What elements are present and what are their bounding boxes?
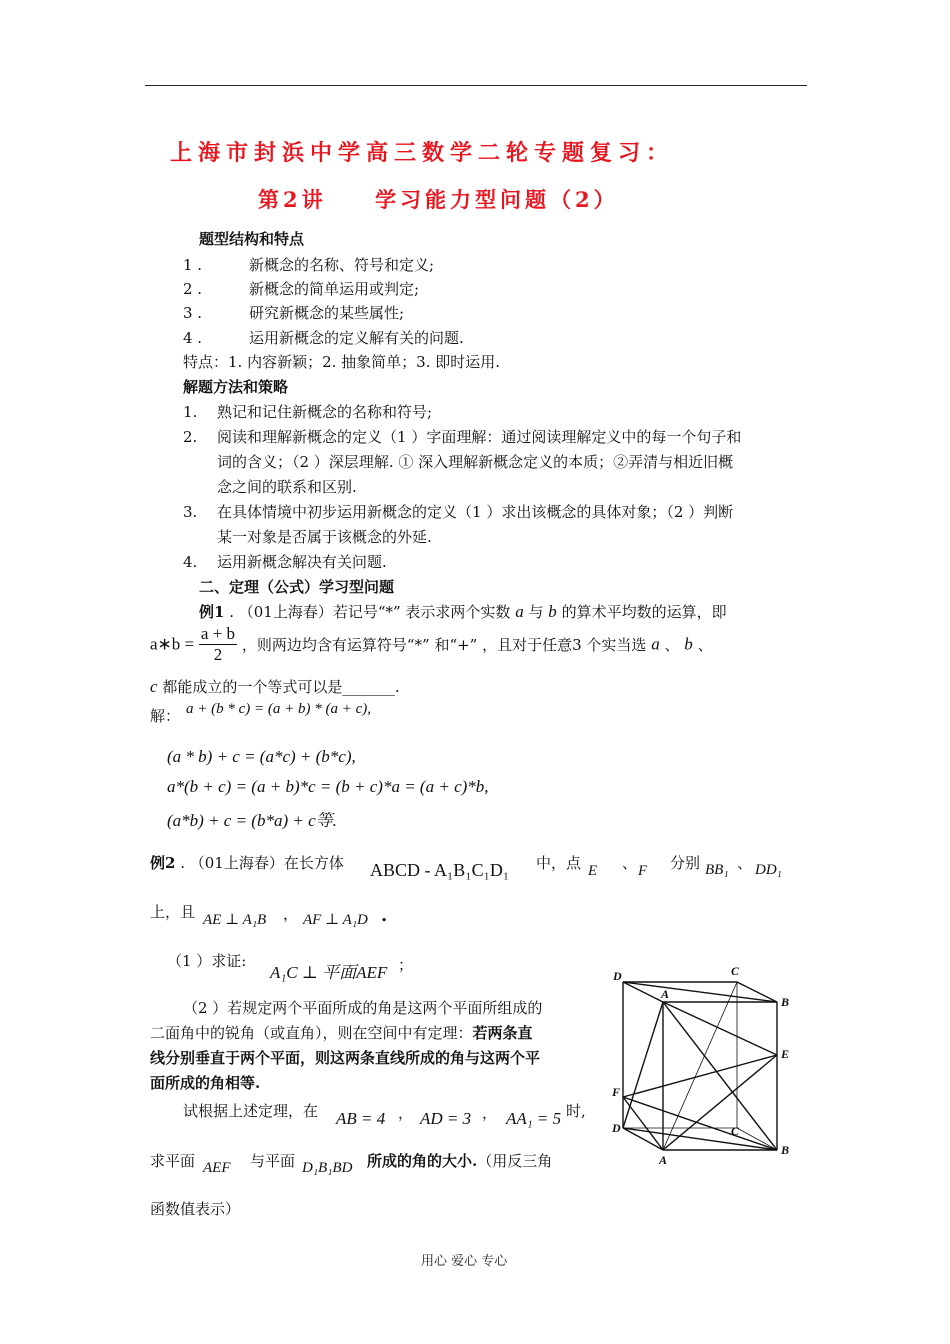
label-b1: B [781,995,790,1009]
list-item: 1. 熟记和记住新概念的名称和符号; [183,403,433,421]
features-line: 特点：1. 内容新颖；2. 抽象简单；3. 即时运用. [183,353,501,371]
question2-line3: 线分别垂直于两个平面，则这两条直线所成的角与这两个平 [150,1049,541,1067]
question3-text-a: 试根据上述定理，在 [183,1102,319,1120]
list-item: 1 . 新概念的名称、符号和定义; [183,256,435,274]
list-item: 3. 在具体情境中初步运用新概念的定义（1 ）求出该概念的具体对象；（2 ）判断 [183,503,734,521]
label-d: D [612,1121,621,1135]
list-item-cont: 词的含义；（2 ）深层理解. ① 深入理解新概念定义的本质；②弄清与相近旧概 [217,453,734,471]
text-shi: 时, [566,1102,586,1120]
section1-heading: 题型结构和特点 [199,230,305,248]
value-ad: AD = 3 [420,1109,472,1128]
list-item-cont: 某一对象是否属于该概念的外延. [217,528,432,546]
text-zhong: 中，点 [536,854,582,872]
text-fenbie: 分别 [670,854,701,872]
label-c: C [731,1124,740,1138]
solution-eq1: a + (b * c) = (a + b) * (a + c), [186,701,372,717]
plane-aef: AEF [203,1160,231,1176]
question1-expr: A₁C ⊥ 平面AEF [270,963,388,982]
condition-2: AF ⊥ A₁D [303,912,368,928]
text-comma: ， [482,1104,498,1122]
list-item: 2. 阅读和理解新概念的定义（1 ）字面理解：通过阅读理解定义中的每一个句子和 [183,428,742,446]
label-d1: D [613,969,622,983]
solid-name: ABCD - A₁B₁C₁D₁ [370,860,510,880]
point-f: F [638,863,648,879]
question3-text-c: 所成的角的大小.（用反三角 [367,1152,553,1170]
text-sep2: 、 [737,854,753,872]
page-subtitle-lecture: 第2讲 [258,187,327,212]
solution-eq4: (a*b) + c = (b*a) + c等. [167,811,337,830]
label-e: E [781,1047,790,1061]
example1-line2: a∗b = $\frac{a + b}{2}$ ，则两边均含有运算符号“*” 和“+” ，且对于任意3 个实当选 a 、 b 、 [150,624,713,664]
text-shang: 上，且 [150,903,196,921]
question2-line1: （2 ）若规定两个平面所成的角是这两个平面所组成的 [183,999,543,1017]
plane-d1b1bd: D₁B₁BD [302,1160,353,1176]
label-b: B [781,1143,790,1157]
list-item-cont: 念之间的联系和区别. [217,478,357,496]
question2-line4: 面所成的角相等. [150,1074,261,1092]
page-footer: 用心 爱心 专心 [421,1254,508,1269]
example1-line3: c 都能成立的一个等式可以是_______. [150,677,400,696]
definition-fraction: $\frac{a + b}{2}$ [200,624,236,664]
page-title: 上海市封浜中学高三数学二轮专题复习： [170,140,675,166]
label-f: F [612,1085,621,1099]
example1-line1: 例1 . （01上海春）若记号“*” 表示求两个实数 a 与 b 的算术平均数的运算，即 [199,602,727,621]
question3-text-b: 求平面 [150,1152,196,1170]
example2-line1: 例2 . （01上海春）在长方体 [150,854,344,872]
question2-line2: 二面角中的锐角（或直角），则在空间中有定理：若两条直 [150,1024,533,1042]
list-item: 4 . 运用新概念的定义解有关的问题. [183,329,464,347]
section2-heading: 解题方法和策略 [183,378,289,396]
label-c1: C [731,964,740,978]
point-e: E [588,863,598,879]
text-sep: 、 [622,854,638,872]
question1-label: （1 ）求证: [167,952,247,970]
text-comma: ， [283,905,299,923]
label-a: A [659,1153,668,1167]
text-comma: ， [398,1104,414,1122]
page-subtitle-topic: 学习能力型问题（2） [375,187,619,212]
label-a1: A [661,987,670,1001]
text-yu: 与平面 [250,1152,296,1170]
list-item: 3 . 研究新概念的某些属性; [183,304,405,322]
list-item: 2 . 新概念的简单运用或判定; [183,280,420,298]
question3-text-e: 函数值表示） [150,1200,241,1218]
cuboid-figure [605,960,805,1170]
value-aa1: AA₁ = 5 [506,1109,562,1128]
text-dot: . [381,905,388,926]
solution-label: 解： [150,707,181,725]
solution-eq2: (a * b) + c = (a*c) + (b*c), [167,747,356,766]
list-item: 4. 运用新概念解决有关问题. [183,553,387,571]
segment-bb1: BB₁ [705,862,729,878]
condition-1: AE ⊥ A₁B [203,912,267,928]
section3-heading: 二、定理（公式）学习型问题 [199,578,395,596]
solution-eq3: a*(b + c) = (a + b)*c = (b + c)*a = (a + c)*b, [167,777,489,796]
value-ab: AB = 4 [336,1109,386,1128]
header-rule [145,85,807,86]
segment-dd1: DD₁ [755,862,782,878]
question1-end: ； [398,956,414,974]
